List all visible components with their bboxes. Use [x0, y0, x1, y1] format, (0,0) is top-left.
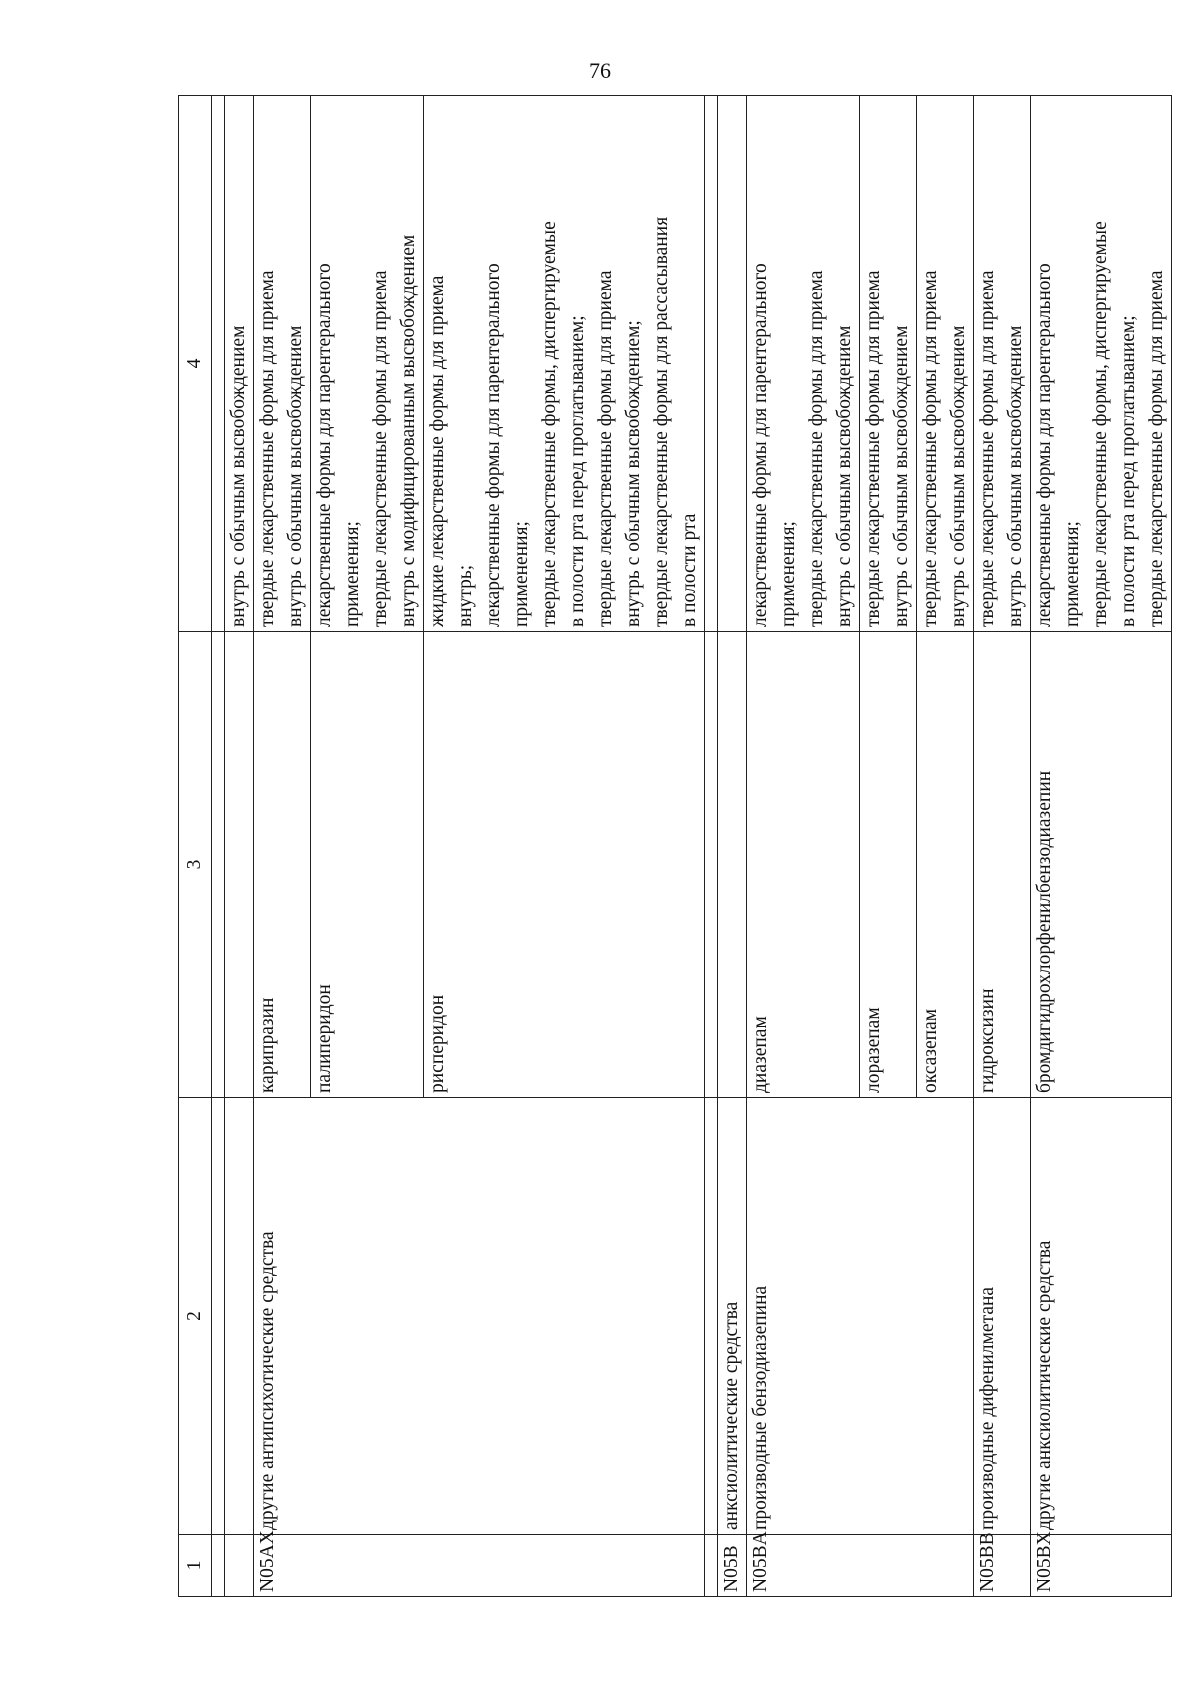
column-header-4: 4	[179, 96, 212, 632]
column-header-row	[179, 96, 212, 1597]
drug-name-cell: рисперидон	[424, 632, 705, 1098]
dosage-form-line: твердые лекарственные формы, диспергируемые	[539, 221, 560, 627]
spacer-row	[212, 96, 225, 1597]
dosage-form-line: применения;	[778, 521, 799, 627]
dosage-form-line: твердые лекарственные формы для рассасывания	[651, 216, 672, 627]
dosage-form-line: применения;	[342, 521, 363, 627]
dosage-form-line: внутрь с обычным высвобождением	[1005, 325, 1026, 627]
column-header-2: 2	[179, 1098, 212, 1535]
dosage-form-cell	[747, 96, 860, 632]
dosage-form-line: внутрь с обычным высвобождением;	[623, 320, 644, 627]
dosage-form-line: лекарственные формы для парентерального	[750, 263, 771, 627]
dosage-form-line: твердые лекарственные формы для приема	[977, 270, 998, 627]
dosage-form-cell	[254, 96, 311, 632]
group-name-cell: другие анксиолитические средства	[1031, 1098, 1172, 1535]
dosage-form-cell	[917, 96, 974, 632]
atc-code-cell: N05BA	[747, 1535, 974, 1597]
group-name-cell: анксиолитические средства	[718, 1098, 747, 1535]
atc-code-cell: N05BB	[974, 1535, 1031, 1597]
column-header-1: 1	[179, 1535, 212, 1597]
dosage-form-line: лекарственные формы для парентерального	[314, 263, 335, 627]
dosage-form-cell	[1031, 96, 1172, 632]
atc-code-cell: N05BX	[1031, 1535, 1172, 1597]
table-row	[225, 96, 254, 1597]
dosage-form-line: применения;	[511, 521, 532, 627]
drug-name-cell: палиперидон	[311, 632, 424, 1098]
table-row	[974, 96, 1031, 1597]
dosage-form-line: лекарственные формы для парентерального	[483, 263, 504, 627]
dosage-form-line: твердые лекарственные формы для приема	[595, 270, 616, 627]
group-name-cell: производные бензодиазепина	[747, 1098, 974, 1535]
dosage-form-line: твердые лекарственные формы для приема	[257, 270, 278, 627]
group-name-cell: производные дифенилметана	[974, 1098, 1031, 1535]
spacer-row	[705, 96, 718, 1597]
group-name-cell: другие антипсихотические средства	[254, 1098, 705, 1535]
dosage-form-line: применения;	[1062, 521, 1083, 627]
atc-code-cell: N05AX	[254, 1535, 705, 1597]
dosage-form-line: внутрь с модифицированным высвобождением	[398, 234, 419, 627]
dosage-form-line: твердые лекарственные формы для приема	[370, 270, 391, 627]
dosage-form-line: внутрь;	[455, 564, 476, 627]
dosage-form-line: твердые лекарственные формы для приема	[806, 270, 827, 627]
dosage-form-cell	[311, 96, 424, 632]
dosage-form-line: твердые лекарственные формы для приема	[863, 270, 884, 627]
dosage-form-line: внутрь с обычным высвобождением	[948, 325, 969, 627]
dosage-form-line: лекарственные формы для парентерального	[1034, 263, 1055, 627]
dosage-form-line: в полости рта	[679, 513, 700, 627]
dosage-form-cell	[225, 96, 254, 632]
atc-code-cell: N05B	[718, 1535, 747, 1597]
dosage-form-line: жидкие лекарственные формы для приема	[427, 275, 448, 627]
dosage-form-line: в полости рта перед проглатыванием;	[1118, 315, 1139, 627]
table-row	[718, 96, 747, 1597]
drug-name-cell: оксазепам	[917, 632, 974, 1098]
dosage-form-cell	[860, 96, 917, 632]
drug-name-cell: лоразепам	[860, 632, 917, 1098]
dosage-form-line: твердые лекарственные формы, диспергируемые	[1090, 221, 1111, 627]
dosage-form-line: в полости рта перед проглатыванием;	[567, 315, 588, 627]
table-row	[1031, 96, 1172, 1597]
drug-name-cell: карипразин	[254, 632, 311, 1098]
drug-name-cell: гидроксизин	[974, 632, 1031, 1098]
table-row	[747, 96, 860, 1597]
table-row	[254, 96, 311, 1597]
column-header-3: 3	[179, 632, 212, 1098]
page-number: 76	[589, 58, 611, 83]
dosage-form-line: внутрь с обычным высвобождением	[891, 325, 912, 627]
dosage-form-cell	[424, 96, 705, 632]
dosage-form-line: внутрь с обычным высвобождением	[285, 325, 306, 627]
drug-name-cell: диазепам	[747, 632, 860, 1098]
drug-name-cell: бромдигидрохлорфенилбензодиазепин	[1031, 632, 1172, 1098]
dosage-form-line: твердые лекарственные формы для приема	[1146, 270, 1167, 627]
dosage-form-cell	[974, 96, 1031, 632]
drug-classification-table	[178, 95, 1172, 1597]
rotated-table-wrapper	[178, 96, 1167, 1597]
dosage-form-line: внутрь с обычным высвобождением	[228, 325, 249, 627]
dosage-form-line: твердые лекарственные формы для приема	[920, 270, 941, 627]
dosage-form-line: внутрь с обычным высвобождением	[834, 325, 855, 627]
